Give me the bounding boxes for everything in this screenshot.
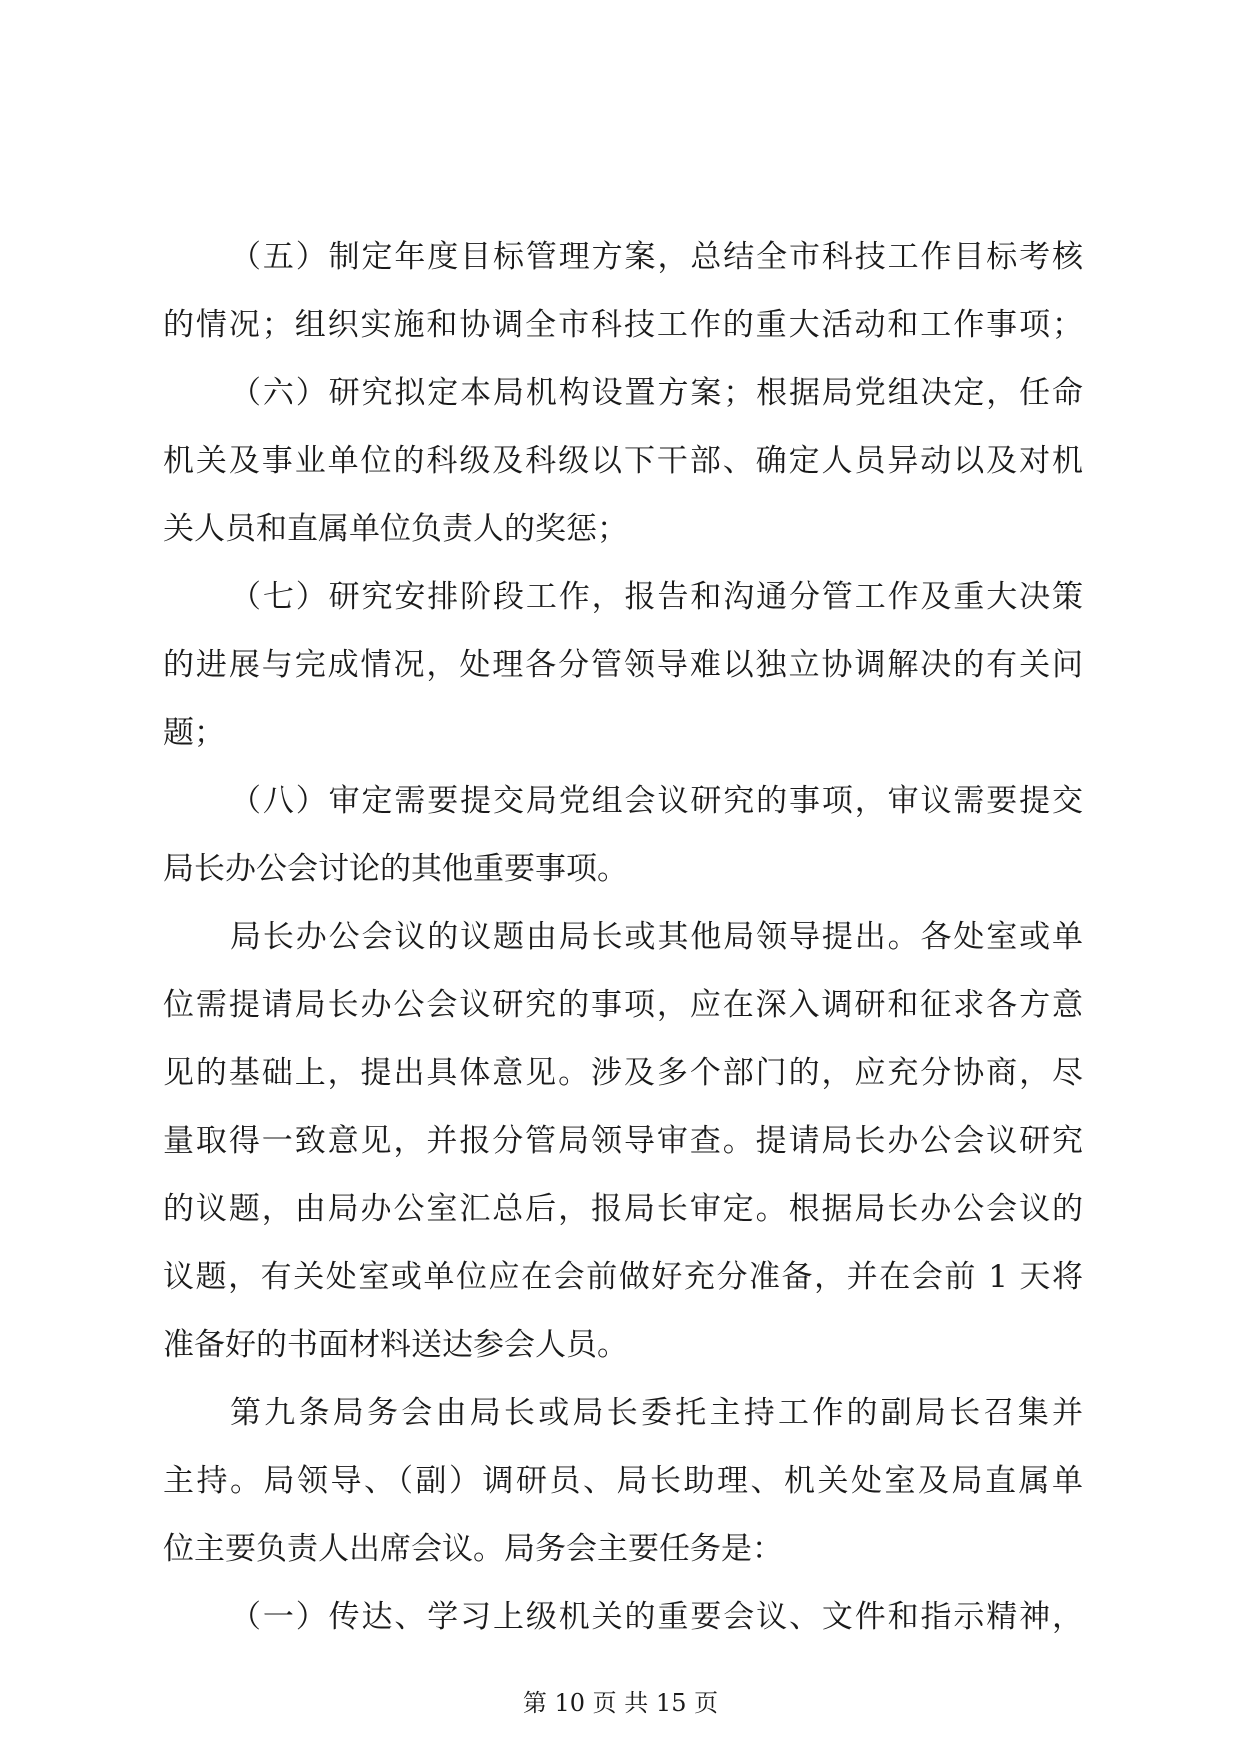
paragraph-line: 位需提请局长办公会议研究的事项，应在深入调研和征求各方意 — [163, 987, 1083, 1023]
paragraph-line: （五）制定年度目标管理方案，总结全市科技工作目标考核 — [230, 239, 1083, 275]
paragraph-line: 局长办公会议的议题由局长或其他局领导提出。各处室或单 — [230, 919, 1083, 955]
paragraph-line: 准备好的书面材料送达参会人员。 — [163, 1327, 628, 1363]
paragraph-line: 的进展与完成情况，处理各分管领导难以独立协调解决的有关问 — [163, 647, 1083, 683]
paragraph-line: 议题，有关处室或单位应在会前做好充分准备，并在会前 1 天将 — [163, 1259, 1083, 1295]
paragraph-line: 第九条局务会由局长或局长委托主持工作的副局长召集并 — [230, 1395, 1083, 1431]
paragraph-line: （八）审定需要提交局党组会议研究的事项，审议需要提交 — [230, 783, 1083, 819]
paragraph-line: 机关及事业单位的科级及科级以下干部、确定人员异动以及对机 — [163, 443, 1083, 479]
paragraph-line: 关人员和直属单位负责人的奖惩； — [163, 511, 628, 547]
page-number-footer: 第 10 页 共 15 页 — [522, 1689, 719, 1717]
paragraph-line: 量取得一致意见，并报分管局领导审查。提请局长办公会议研究 — [163, 1123, 1083, 1159]
paragraph-line: 位主要负责人出席会议。局务会主要任务是： — [163, 1531, 783, 1567]
paragraph-line: 见的基础上，提出具体意见。涉及多个部门的，应充分协商，尽 — [163, 1055, 1083, 1091]
paragraph-line: （七）研究安排阶段工作，报告和沟通分管工作及重大决策 — [230, 579, 1083, 615]
paragraph-line: （一）传达、学习上级机关的重要会议、文件和指示精神， — [230, 1599, 1083, 1635]
paragraph-line: 的议题，由局办公室汇总后，报局长审定。根据局长办公会议的 — [163, 1191, 1083, 1227]
paragraph-line: 主持。局领导、（副）调研员、局长助理、机关处室及局直属单 — [163, 1463, 1083, 1499]
paragraph-line: 题； — [163, 715, 225, 751]
paragraph-line: 局长办公会讨论的其他重要事项。 — [163, 851, 628, 887]
paragraph-line: 的情况；组织实施和协调全市科技工作的重大活动和工作事项； — [163, 307, 1083, 343]
paragraph-line: （六）研究拟定本局机构设置方案；根据局党组决定，任命 — [230, 375, 1083, 411]
